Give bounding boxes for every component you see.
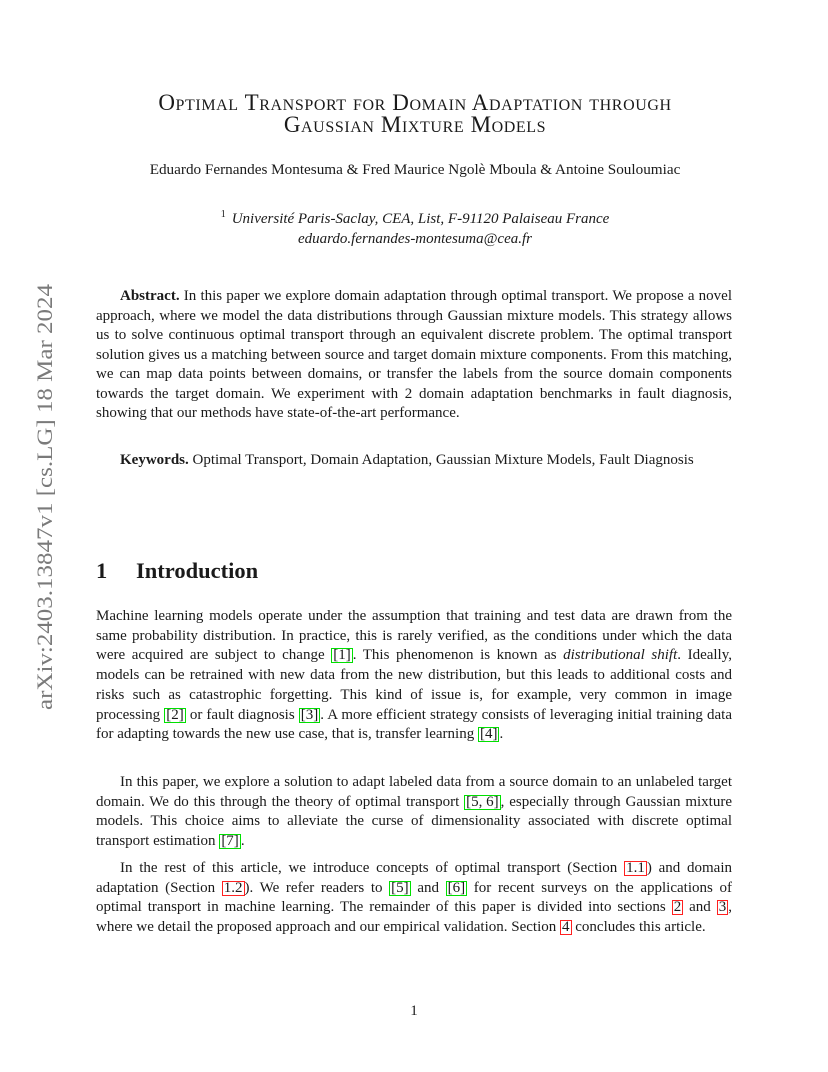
- paragraph-text: . This phenomenon is known as: [352, 647, 564, 664]
- intro-paragraph-2: [96, 773, 732, 852]
- emphasized-term: distributional shift: [563, 647, 678, 664]
- intro-paragraph-1: [96, 607, 732, 745]
- affiliation-marker: 1: [220, 209, 226, 220]
- section-reference-link[interactable]: 1.2: [223, 879, 243, 896]
- title-line-1: Optimal Transport for Domain Adaptation through: [158, 90, 672, 115]
- title-line-2: Gaussian Mixture Models: [283, 112, 547, 137]
- author-list: Eduardo Fernandes Montesuma & Fred Maurice Ngolè Mboula & Antoine Souloumiac: [149, 161, 681, 178]
- keywords: [96, 451, 732, 471]
- paragraph-text: In the rest of this article, we introduce concepts of optimal transport (Section: [120, 860, 625, 876]
- citation-link[interactable]: [5, 6]: [466, 793, 499, 810]
- keywords-label: Keywords.: [120, 452, 189, 468]
- abstract-label: Abstract.: [120, 288, 180, 304]
- section-heading-introduction: [96, 558, 258, 584]
- paragraph-text: . A more efficient strategy consists of leveraging initial training data for adapting towards the new use case, that is, transfer learning: [96, 706, 733, 743]
- affiliation-line: [80, 205, 750, 229]
- paragraph-text: and: [410, 879, 446, 896]
- citation-link[interactable]: [2]: [166, 706, 184, 723]
- section-reference-link[interactable]: 2: [673, 899, 682, 916]
- citation-link[interactable]: [5]: [391, 879, 409, 896]
- intro-paragraph-3: [96, 859, 732, 938]
- paragraph-text: and: [683, 899, 717, 916]
- paragraph-text: ) and domain adaptation (Section: [96, 860, 732, 896]
- affiliation-institution: Université Paris-Saclay, CEA, List, F-91120 Palaiseau France: [231, 211, 610, 227]
- section-title: Introduction: [136, 558, 259, 583]
- abstract: [96, 287, 732, 424]
- paragraph-text: , especially through Gaussian mixture models. This choice aims to alleviate the curse of dimensionality associated with discrete optimal transport estimation: [96, 793, 732, 850]
- section-reference-link[interactable]: 1.1: [626, 860, 645, 876]
- arxiv-stamp-svg: [22, 282, 62, 712]
- keywords-text: Optimal Transport, Domain Adaptation, Gaussian Mixture Models, Fault Diagnosis: [192, 452, 694, 468]
- affiliation-block: [80, 205, 750, 249]
- paragraph-text: Machine learning models operate under the assumption that training and test data are drawn from the same probability distribution. In practice, this is rarely verified, as the conditions under which the data were acquired are subject to change: [96, 608, 732, 664]
- citation-link[interactable]: [7]: [221, 833, 239, 850]
- paragraph-text: . Ideally, models can be retrained with new data from the new distribution, but this leads to additional costs and risks such as catastrophic forgetting. This kind of issue is, for example, very common in image processing: [96, 647, 733, 723]
- paragraph-text: In this paper, we explore a solution to adapt labeled data from a source domain to an unlabeled target domain. We do this through the theory of optimal transport: [96, 774, 732, 810]
- paragraph-text: or fault diagnosis: [185, 706, 299, 723]
- paper-title: [80, 92, 750, 136]
- paragraph-text: .: [240, 833, 245, 850]
- paragraph-text: ). We refer readers to: [244, 879, 390, 896]
- section-number: 1: [96, 558, 108, 583]
- citation-link[interactable]: [4]: [479, 726, 498, 743]
- paragraph-text: for recent surveys on the applications of optimal transport in machine learning. The remainder of this paper is divided into sections: [96, 879, 732, 916]
- citation-link[interactable]: [3]: [300, 706, 319, 723]
- paragraph-text: .: [499, 726, 504, 743]
- arxiv-identifier-stamp: [22, 282, 62, 712]
- arxiv-stamp-text: arXiv:2403.13847v1 [cs.LG] 18 Mar 2024: [32, 326, 57, 710]
- paragraph-text: concludes this article.: [571, 919, 706, 936]
- author-email[interactable]: eduardo.fernandes-montesuma@cea.fr: [297, 231, 533, 247]
- citation-link[interactable]: [6]: [447, 879, 466, 896]
- paragraph-text: , where we detail the proposed approach and our empirical validation. Section: [96, 899, 732, 936]
- section-reference-link[interactable]: 3: [718, 899, 727, 916]
- page-number: 1: [410, 1003, 418, 1019]
- section-reference-link[interactable]: 4: [562, 919, 570, 936]
- abstract-text: In this paper we explore domain adaptation through optimal transport. We propose a novel approach, where we model the data distributions through Gaussian mixture models. This strategy allows us to solve continuous optimal transport through an equivalent discrete problem. The optimal transport solution gives us a matching between source and target domain mixture components. From this matching, we can map data points between domains, or transfer the labels from the source domain components towards the target domain. We experiment with 2 domain adaptation benchmarks in fault diagnosis, showing that our methods have state-of-the-art performance.: [96, 288, 732, 421]
- citation-link[interactable]: [1]: [333, 647, 351, 664]
